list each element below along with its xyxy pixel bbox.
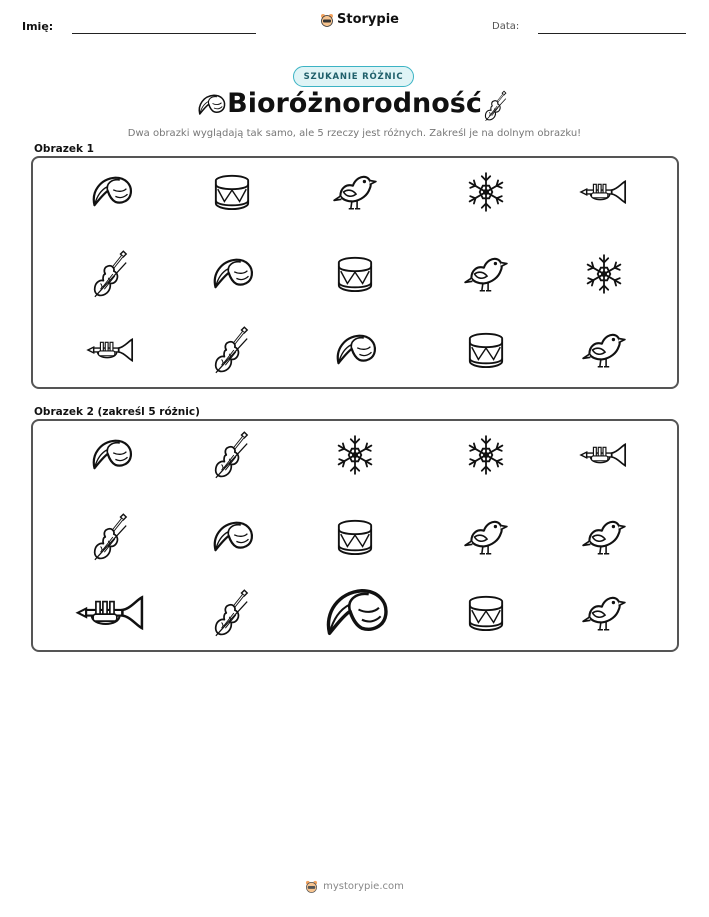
beak-icon [333,332,377,368]
violin-icon [483,90,509,122]
footer [0,880,709,893]
picture2-panel[interactable] [31,419,679,652]
trumpet-icon [86,335,136,365]
violin-icon [213,325,251,375]
snowflake-icon [465,170,507,214]
drum-icon [336,251,374,297]
mascot-icon [305,880,318,893]
bird-icon[interactable] [581,516,627,558]
snowflake-icon [583,252,625,296]
drum-icon [467,327,505,373]
beak-icon[interactable] [321,585,389,641]
beak-icon[interactable] [210,519,254,555]
date-label: Data: [492,21,520,32]
picture1-label: Obrazek 1 [34,143,94,155]
bird-icon[interactable] [463,516,509,558]
brand-logo [320,12,399,27]
violin-icon [92,249,130,299]
trumpet-icon[interactable] [579,440,629,470]
picture1-panel [31,156,679,389]
bird-icon [581,329,627,371]
violin-icon[interactable] [213,430,251,480]
picture2-label: Obrazek 2 (zakreśl 5 różnic) [34,406,200,418]
drum-icon[interactable] [336,514,374,560]
violin-icon[interactable] [213,588,251,638]
bird-icon[interactable] [581,592,627,634]
name-label: Imię: [22,20,54,33]
worksheet-type-badge: SZUKANIE RÓŻNIC [293,66,414,87]
drum-icon [213,169,251,215]
bird-icon [332,171,378,213]
trumpet-icon[interactable] [75,591,148,635]
mascot-icon [320,13,334,27]
instructions: Dwa obrazki wyglądają tak samo, ale 5 rzeczy jest różnych. Zakreśl je na dolnym obrazku! [127,128,582,139]
footer-url: mystorypie.com [323,881,404,892]
trumpet-icon [579,177,629,207]
bird-icon [463,253,509,295]
snowflake-icon[interactable] [334,433,376,477]
beak-icon[interactable] [89,437,133,473]
beak-icon [210,256,254,292]
beak-icon [89,174,133,210]
snowflake-icon[interactable] [465,433,507,477]
violin-icon[interactable] [92,512,130,562]
drum-icon[interactable] [467,590,505,636]
page-title: Bioróżnorodność [227,88,482,119]
name-line[interactable] [72,33,256,34]
date-line[interactable] [538,33,686,34]
brand-name: Storypie [337,12,399,27]
